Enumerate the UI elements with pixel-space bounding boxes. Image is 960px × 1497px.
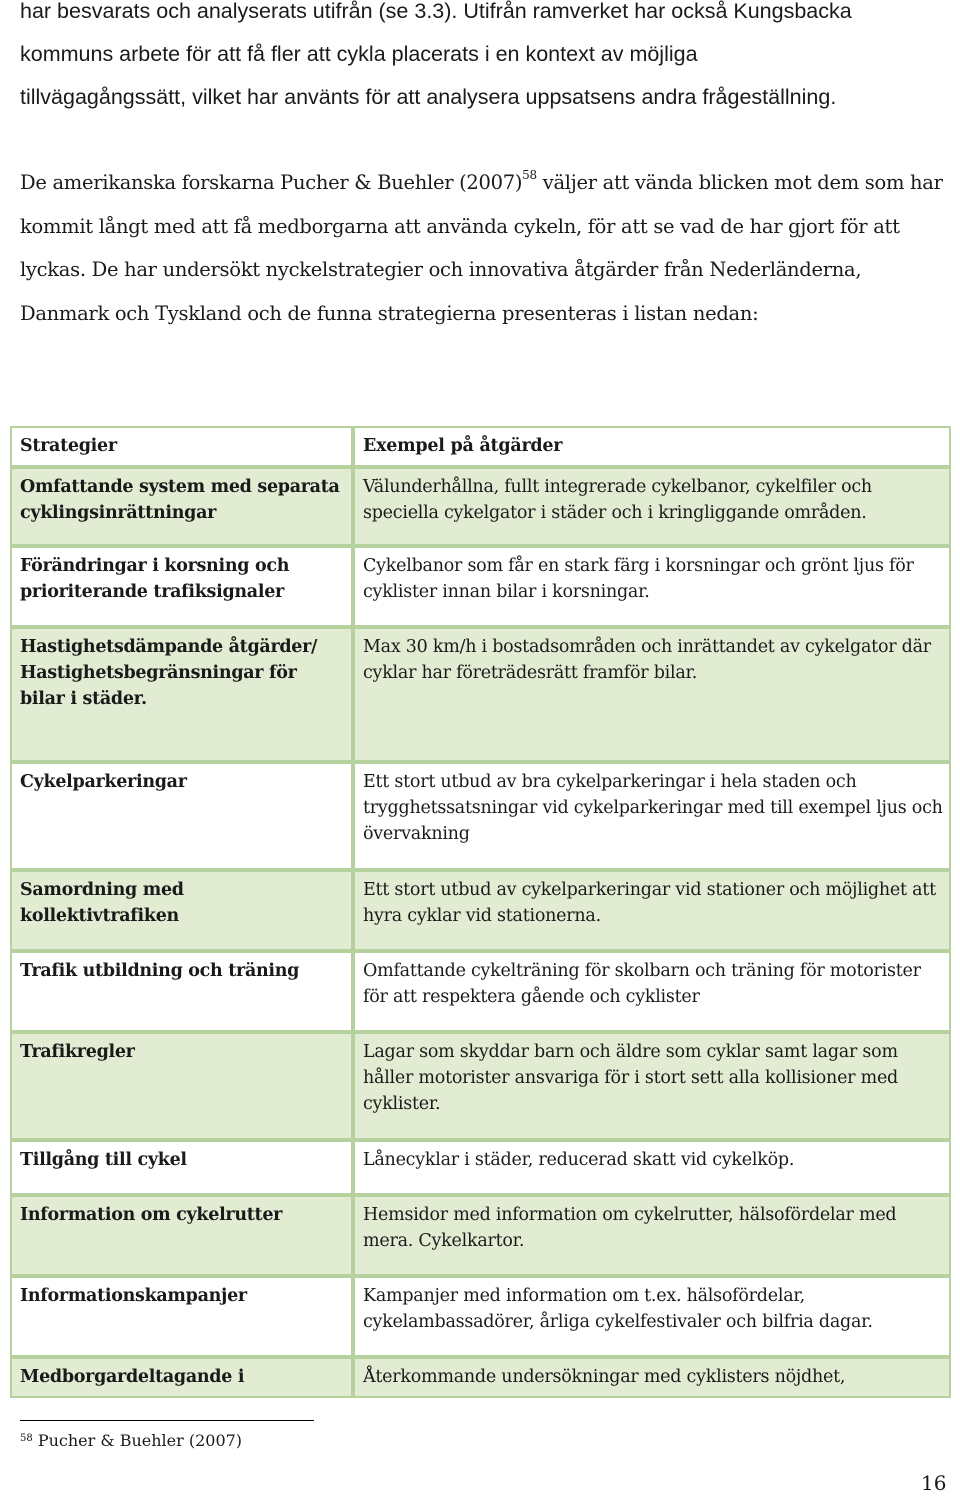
- strategy-cell: Tillgång till cykel: [10, 1140, 353, 1195]
- example-cell: Kampanjer med information om t.ex. hälsofördelar, cykelambassadörer, årliga cykelfestivaler och bilfria dagar.: [353, 1276, 951, 1357]
- strategies-table: [10, 426, 951, 1398]
- example-cell: Hemsidor med information om cykelrutter, hälsofördelar med mera. Cykelkartor.: [353, 1195, 951, 1276]
- strategy-cell: Omfattande system med separata cyklingsinrättningar: [10, 467, 353, 546]
- column-header-examples: Exempel på åtgärder: [353, 426, 951, 467]
- body-paragraph: [20, 161, 945, 335]
- intro-line: har besvarats och analyserats utifrån (se 3.3). Utifrån ramverket har också Kungsbacka: [20, 0, 852, 23]
- table-row: [10, 762, 951, 870]
- example-cell: Lånecyklar i städer, reducerad skatt vid cykelköp.: [353, 1140, 951, 1195]
- table-row: [10, 467, 951, 546]
- page-number: 16: [921, 1471, 947, 1495]
- strategy-cell: Trafikregler: [10, 1032, 353, 1140]
- example-cell: Lagar som skyddar barn och äldre som cyklar samt lagar som håller motorister ansvariga för i stort sett alla kollisioner med cyklister.: [353, 1032, 951, 1140]
- footnote-ref[interactable]: 58: [522, 168, 537, 182]
- table-row: [10, 1032, 951, 1140]
- example-cell: Omfattande cykelträning för skolbarn och träning för motorister för att respektera gående och cyklister: [353, 951, 951, 1032]
- strategy-cell: Samordning med kollektivtrafiken: [10, 870, 353, 951]
- paragraph-text: väljer att vända blicken mot dem som har kommit långt med att få medborgarna att använda cykeln, för att se vad de har gjort för att lyckas. De har undersökt nyckelstrategier och innovativa åtgärder från Nederländerna, Danmark och Tyskland och de funna strategierna presenteras i listan nedan:: [20, 171, 943, 325]
- intro-line: tillvägagångssätt, vilket har använts för att analysera uppsatsens andra frågeställning.: [20, 85, 837, 109]
- footnote-number: 58: [20, 1433, 33, 1444]
- strategy-cell: Trafik utbildning och träning: [10, 951, 353, 1032]
- strategy-cell: Informationskampanjer: [10, 1276, 353, 1357]
- example-cell: Max 30 km/h i bostadsområden och inrättandet av cykelgator där cyklar har företrädesrätt framför bilar.: [353, 627, 951, 762]
- table-row: [10, 870, 951, 951]
- table-header-row: [10, 426, 951, 467]
- intro-line: kommuns arbete för att få fler att cykla placerats i en kontext av möjliga: [20, 42, 698, 66]
- example-cell: Ett stort utbud av bra cykelparkeringar i hela staden och trygghetssatsningar vid cykelparkeringar med till exempel ljus och övervakning: [353, 762, 951, 870]
- strategy-cell: Cykelparkeringar: [10, 762, 353, 870]
- paragraph-text: De amerikanska forskarna Pucher & Buehler (2007): [20, 171, 523, 194]
- strategy-cell: Medborgardeltagande i: [10, 1357, 353, 1398]
- footnote-divider: [20, 1420, 314, 1421]
- footnote-text: Pucher & Buehler (2007): [32, 1431, 243, 1450]
- strategy-cell: Information om cykelrutter: [10, 1195, 353, 1276]
- table-row: [10, 1357, 951, 1398]
- footnote: [20, 1431, 242, 1450]
- table-row: [10, 1195, 951, 1276]
- example-cell: Återkommande undersökningar med cyklisters nöjdhet,: [353, 1357, 951, 1398]
- table-row: [10, 546, 951, 627]
- table-row: [10, 951, 951, 1032]
- example-cell: Cykelbanor som får en stark färg i korsningar och grönt ljus för cyklister innan bilar i korsningar.: [353, 546, 951, 627]
- example-cell: Ett stort utbud av cykelparkeringar vid stationer och möjlighet att hyra cyklar vid stationerna.: [353, 870, 951, 951]
- column-header-strategies: Strategier: [10, 426, 353, 467]
- example-cell: Välunderhållna, fullt integrerade cykelbanor, cykelfiler och speciella cykelgator i städer och i kringliggande områden.: [353, 467, 951, 546]
- strategy-cell: Förändringar i korsning och prioriterande trafiksignaler: [10, 546, 353, 627]
- strategy-cell: Hastighetsdämpande åtgärder/ Hastighetsbegränsningar för bilar i städer.: [10, 627, 353, 762]
- table-row: [10, 627, 951, 762]
- table-row: [10, 1276, 951, 1357]
- table-row: [10, 1140, 951, 1195]
